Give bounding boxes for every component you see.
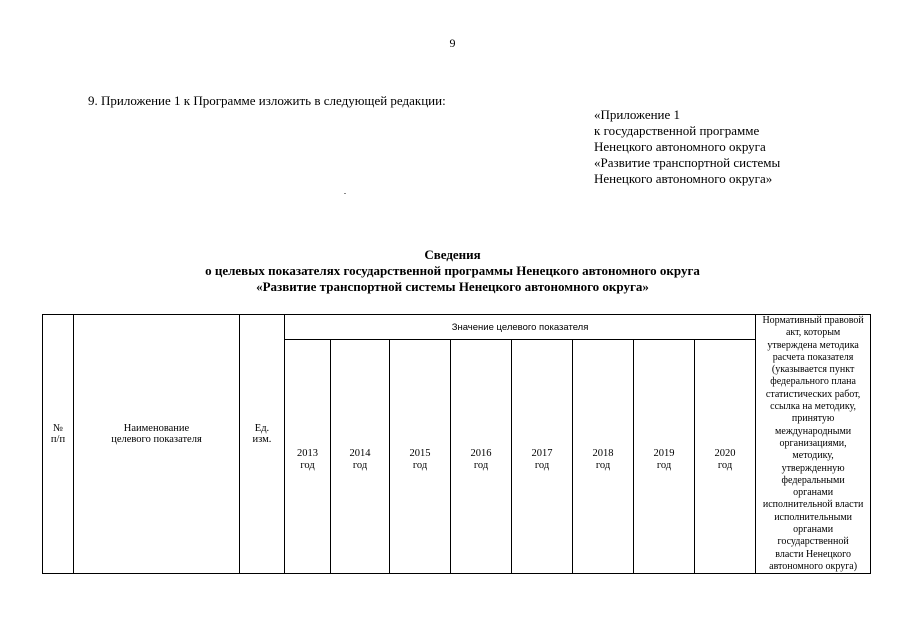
- title-line: Сведения: [424, 247, 481, 262]
- normative-line: исполнительной власти: [762, 499, 864, 511]
- normative-line: ссылка на методику,: [770, 401, 857, 413]
- header-name-line: Наименование: [123, 423, 190, 434]
- header-cell-normative: [756, 315, 871, 574]
- header-cell-number: [43, 315, 74, 574]
- normative-line: расчета показателя: [772, 351, 854, 363]
- intro-paragraph: 9. Приложение 1 к Программе изложить в следующей редакции:: [88, 93, 446, 108]
- normative-line: принятую: [791, 413, 835, 425]
- header-year-2014: [331, 340, 390, 574]
- year-suffix: год: [717, 460, 733, 472]
- header-unit-line: изм.: [252, 434, 272, 445]
- normative-line: исполнительными: [774, 511, 853, 523]
- year-suffix: год: [656, 460, 672, 472]
- appendix-line: «Приложение 1: [594, 107, 681, 122]
- year-number: 2013: [297, 448, 318, 460]
- normative-line: органами: [793, 524, 834, 536]
- year-suffix: год: [300, 460, 315, 472]
- header-year-2015: [390, 340, 451, 574]
- normative-line: органами: [793, 487, 834, 499]
- normative-line: федерального плана: [770, 376, 856, 388]
- year-number: 2016: [470, 448, 492, 460]
- page-number: 9: [449, 36, 456, 50]
- normative-line: организациями,: [779, 437, 847, 449]
- year-number: 2017: [531, 448, 553, 460]
- normative-line: методику,: [792, 450, 834, 462]
- normative-line: утвержденную: [781, 462, 845, 474]
- year-number: 2019: [653, 448, 675, 460]
- normative-line: международными: [775, 425, 852, 437]
- normative-line: государственной: [777, 536, 849, 548]
- appendix-line: к государственной программе: [594, 123, 760, 138]
- header-year-2019: [634, 340, 695, 574]
- header-cell-name: [74, 315, 240, 574]
- header-year-2017: [512, 340, 573, 574]
- header-number-line: №: [52, 423, 64, 434]
- header-cell-unit: [240, 315, 285, 574]
- year-suffix: год: [412, 460, 428, 472]
- header-year-2020: [695, 340, 756, 574]
- header-year-2016: [451, 340, 512, 574]
- normative-line: утверждена методика: [767, 339, 859, 351]
- normative-line: (указывается пункт: [771, 364, 855, 376]
- year-suffix: год: [595, 460, 611, 472]
- year-number: 2014: [349, 448, 371, 460]
- normative-line: автономного округа): [769, 560, 858, 572]
- appendix-line: Ненецкого автономного округа: [594, 139, 766, 154]
- normative-line: федеральными: [781, 474, 845, 486]
- normative-line: Нормативный правовой: [762, 315, 864, 326]
- title-line: о целевых показателях государственной программы Ненецкого автономного округа: [205, 263, 700, 278]
- document-title: [0, 247, 905, 295]
- appendix-line: «Развитие транспортной системы: [594, 155, 781, 170]
- header-value-group: Значение целевого показателя: [285, 315, 756, 340]
- appendix-heading: [594, 107, 780, 187]
- header-name-line: целевого показателя: [111, 434, 202, 445]
- header-year-2013: [285, 340, 331, 574]
- year-suffix: год: [473, 460, 489, 472]
- normative-line: акт, которым: [785, 327, 841, 339]
- header-number-line: п/п: [50, 434, 66, 445]
- indicators-table: [42, 314, 871, 574]
- normative-line: власти Ненецкого: [775, 548, 851, 560]
- year-number: 2020: [714, 448, 736, 460]
- scan-speck: [344, 193, 346, 194]
- normative-line: статистических работ,: [765, 388, 861, 400]
- appendix-line: Ненецкого автономного округа»: [594, 171, 773, 186]
- year-suffix: год: [534, 460, 550, 472]
- header-year-2018: [573, 340, 634, 574]
- header-unit-line: Ед.: [254, 423, 270, 434]
- title-line: «Развитие транспортной системы Ненецкого автономного округа»: [256, 279, 649, 294]
- year-suffix: год: [352, 460, 368, 472]
- year-number: 2015: [409, 448, 431, 460]
- year-number: 2018: [592, 448, 614, 460]
